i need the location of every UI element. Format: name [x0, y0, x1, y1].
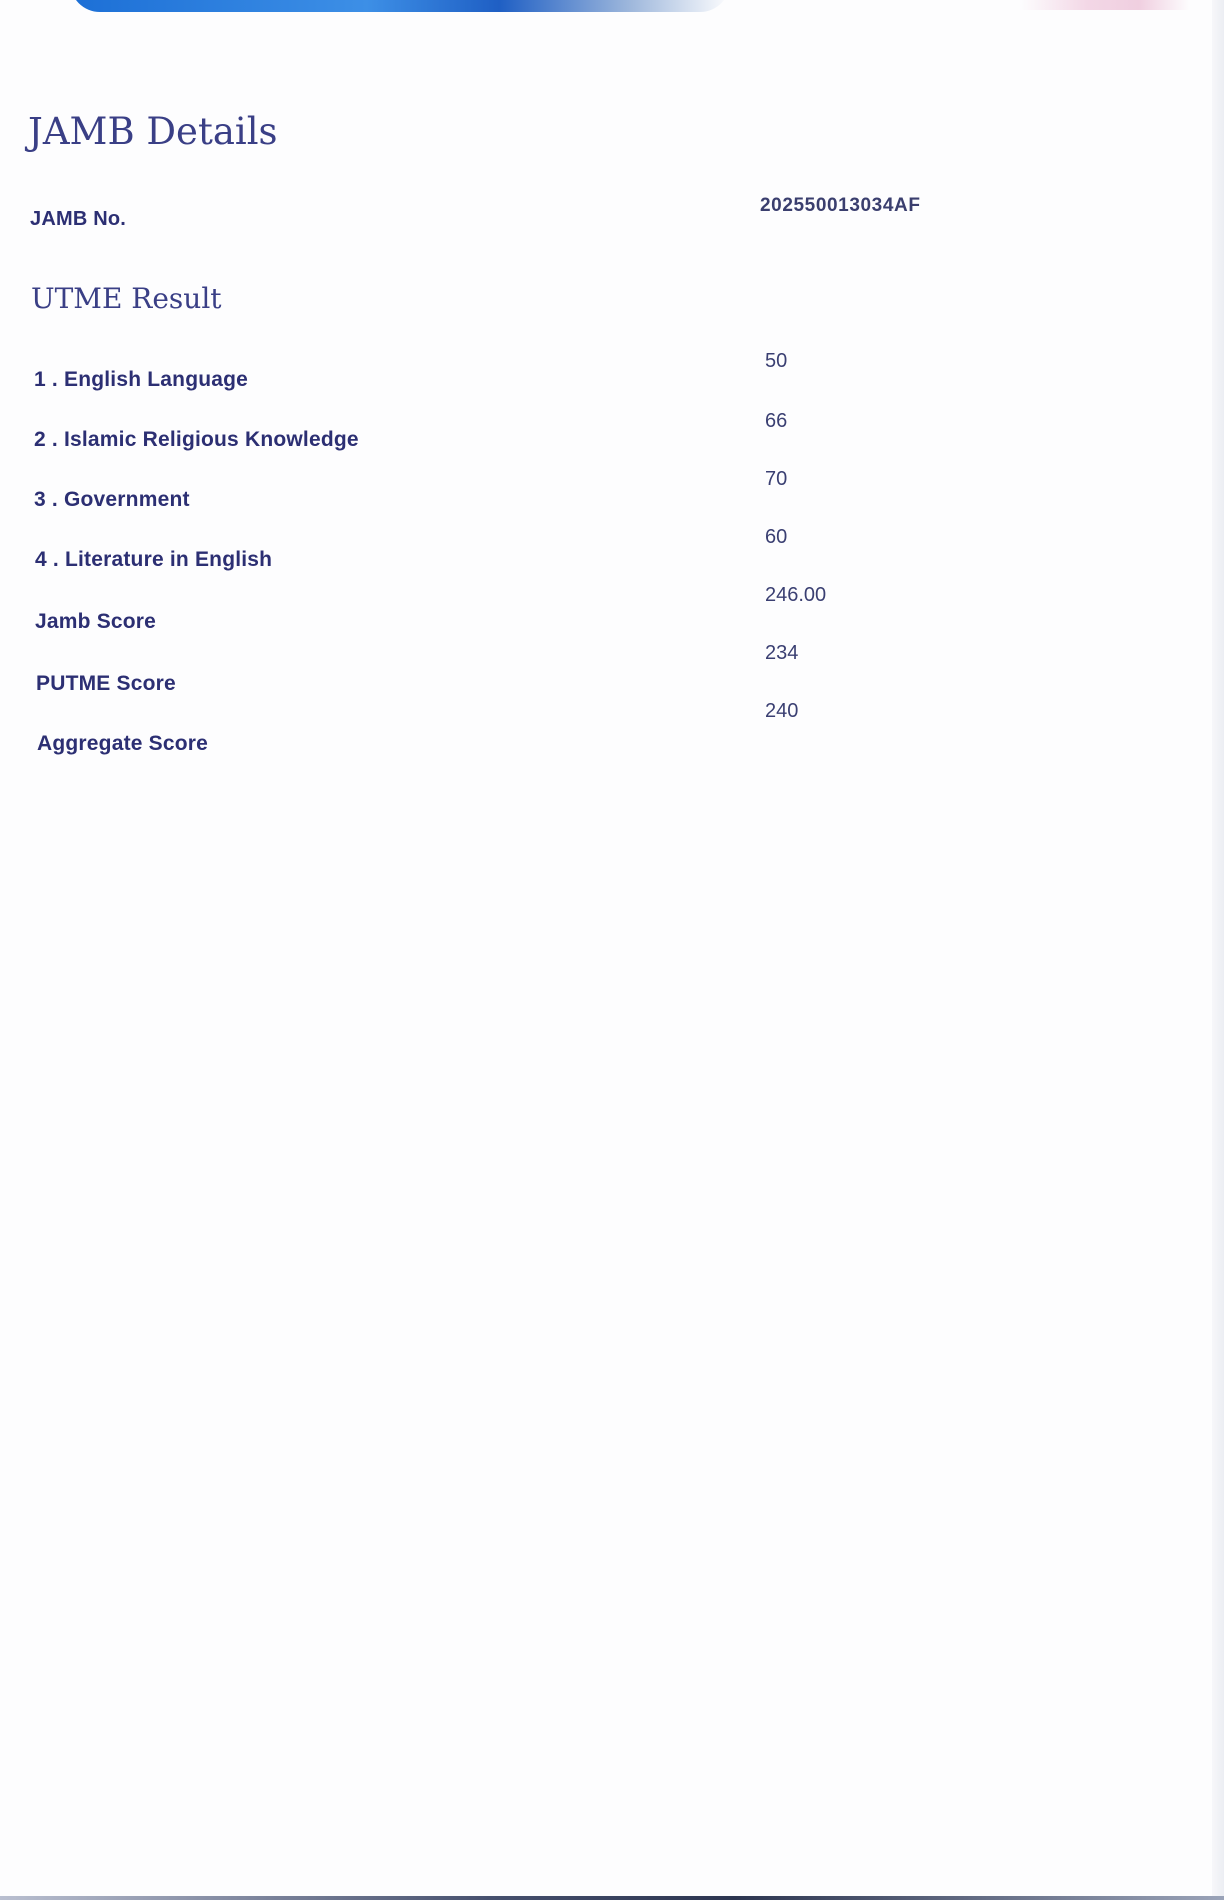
jamb-no-label: JAMB No.: [30, 208, 127, 230]
subject-2-label: 2 . Islamic Religious Knowledge: [34, 428, 359, 451]
header-stamp-graphic: [1020, 0, 1190, 10]
page-bottom-edge: [0, 1896, 1224, 1900]
subject-3-score: 70: [765, 468, 788, 490]
subject-4-score: 60: [765, 526, 788, 548]
subject-3-label: 3 . Government: [34, 488, 190, 511]
jamb-score-label: Jamb Score: [35, 610, 157, 633]
utme-result-heading: UTME Result: [31, 282, 222, 315]
subject-1-score: 50: [765, 350, 788, 372]
subject-4-label: 4 . Literature in English: [35, 548, 273, 571]
putme-score-label: PUTME Score: [36, 672, 176, 695]
aggregate-score-label: Aggregate Score: [37, 732, 209, 755]
jamb-score-value: 246.00: [765, 584, 827, 606]
subject-1-label: 1 . English Language: [34, 368, 249, 391]
subject-2-score: 66: [765, 410, 788, 432]
page-edge-shadow: [1212, 0, 1224, 1900]
putme-score-value: 234: [765, 642, 799, 664]
header-banner-graphic: [70, 0, 730, 12]
aggregate-score-value: 240: [765, 700, 799, 722]
jamb-details-heading: JAMB Details: [28, 110, 278, 153]
jamb-no-value: 202550013034AF: [760, 195, 921, 216]
